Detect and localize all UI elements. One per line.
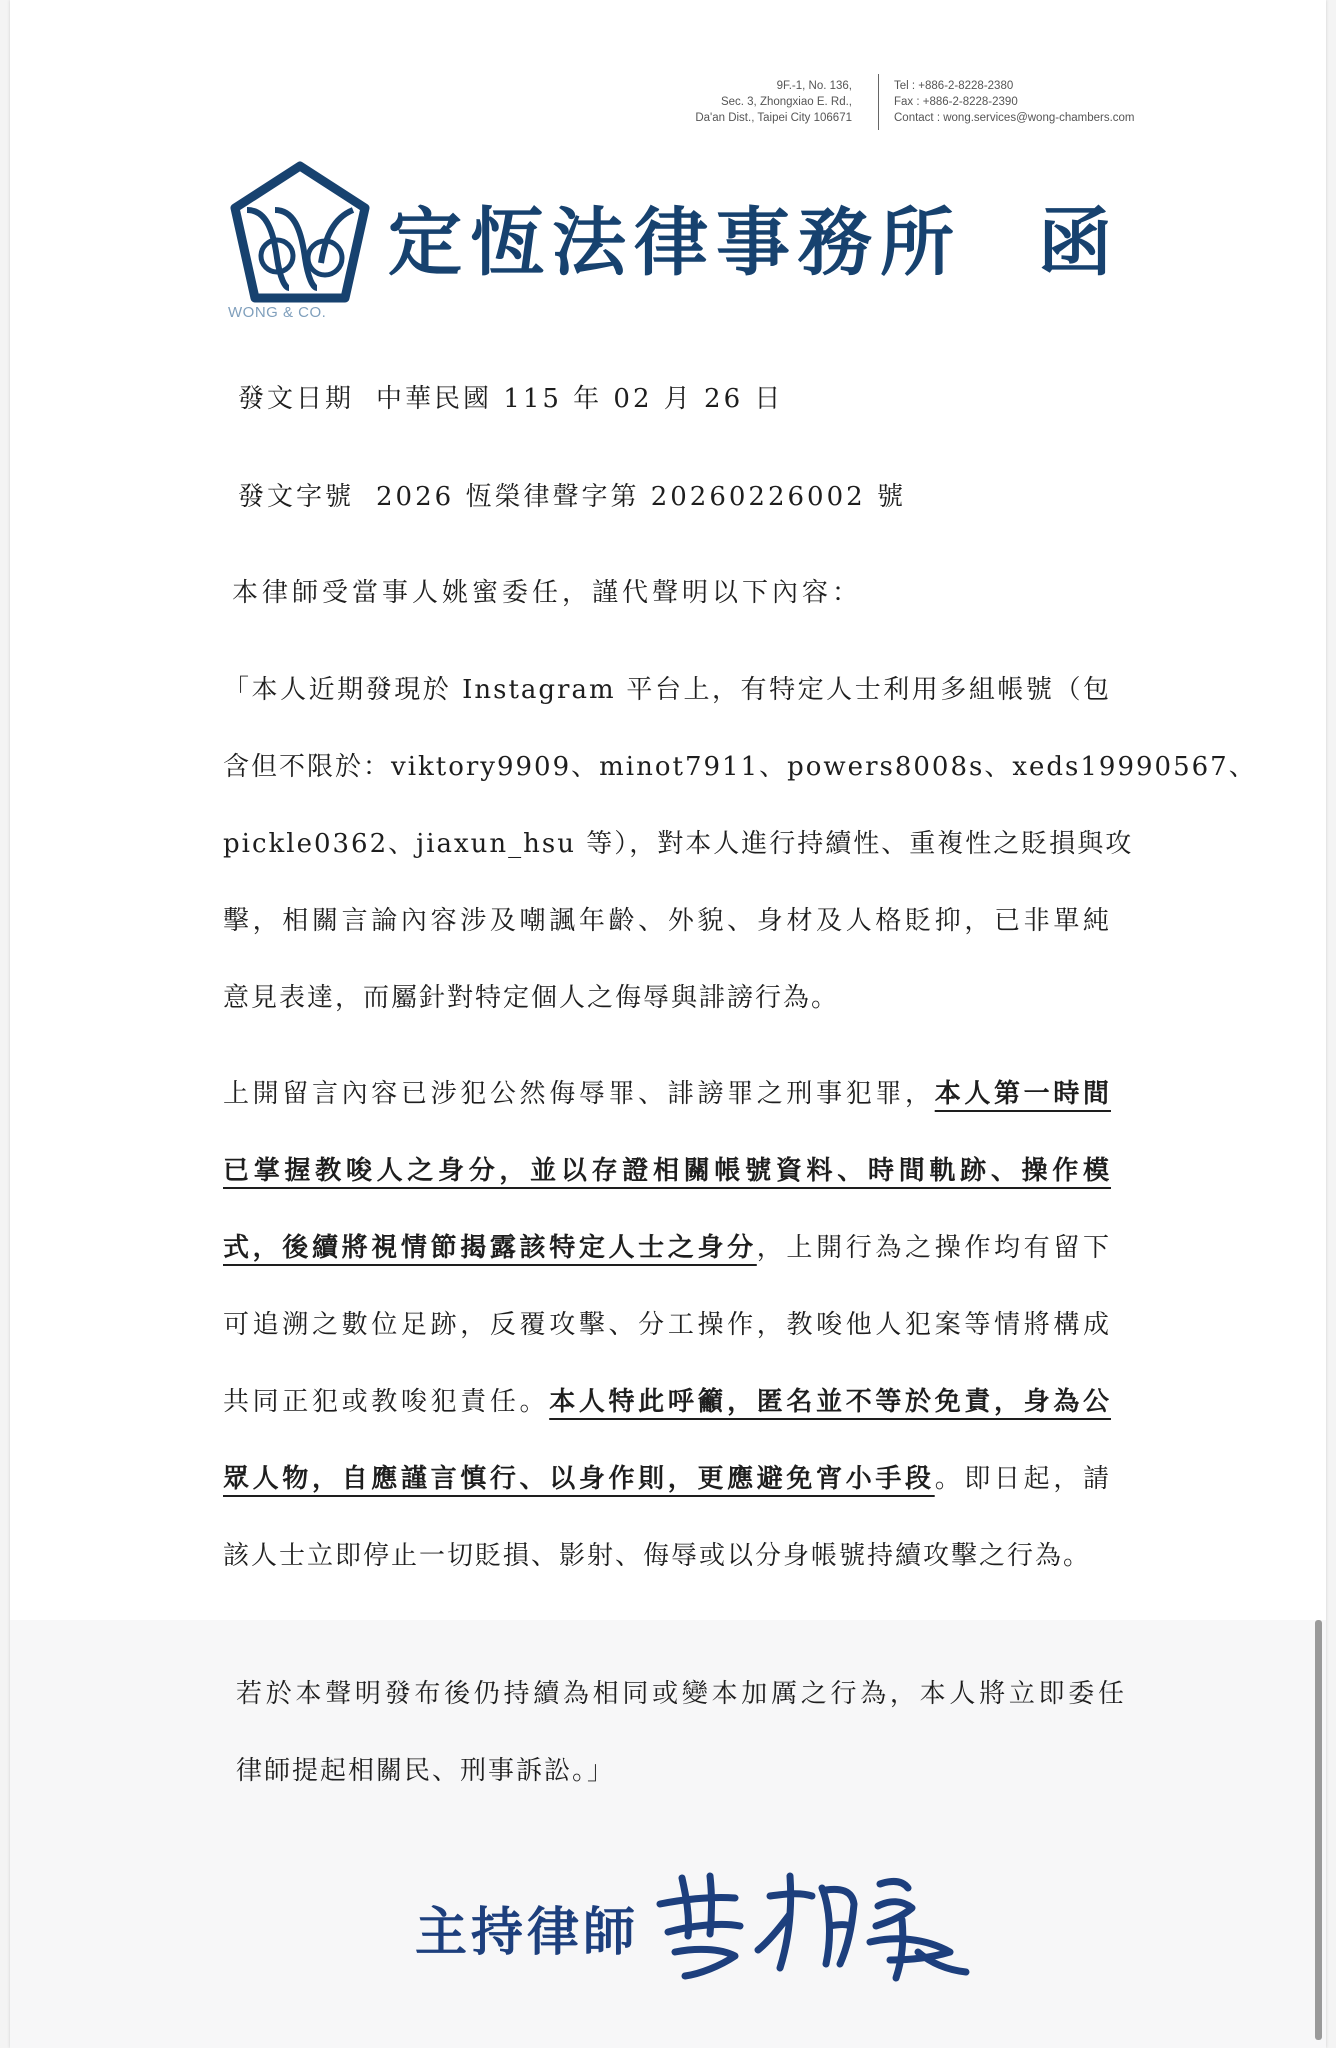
address-line: Sec. 3, Zhongxiao E. Rd., [720,96,852,108]
address-line: 9F.-1, No. 136, [776,80,852,92]
emphasized-text: 本人特此呼籲，匿名並不等於免責，身為公 [549,1387,1111,1417]
handwritten-signature-icon [640,1856,980,1988]
contact-line: Tel : +886-2-8228-2380 [894,80,1014,92]
reference-number-value: 2026 恆榮律聲字第 20260226002 號 [376,482,906,512]
paragraph-line: pickle0362、jiaxun_hsu 等），對本人進行持續性、重複性之貶損與攻 [223,829,1134,859]
scrollbar[interactable] [1315,1620,1322,2040]
issue-date-row [238,378,783,415]
paragraph-line: 可追溯之數位足跡，反覆攻擊、分工操作，教唆他人犯案等情將構成 [223,1310,1111,1340]
contact-line: Contact : wong.services@wong-chambers.com [894,112,1135,124]
paragraph-line: 「本人近期發現於 Instagram 平台上，有特定人士利用多組帳號（包 [223,675,1111,705]
firm-contact [894,78,1135,126]
plain-text: ，上開行為之操作均有留下 [756,1233,1111,1263]
paragraph-line: 律師提起相關民、刑事訴訟。」 [236,1756,616,1786]
statement-paragraph-3 [236,1656,1126,1810]
document-page [10,0,1326,2048]
firm-address [695,78,852,126]
statement-paragraph-1 [223,652,1257,1037]
firm-name: 定恆法律事務所 [388,200,962,286]
paragraph-line [223,1133,1111,1210]
paragraph-line: 若於本聲明發布後仍持續為相同或變本加厲之行為，本人將立即委任 [236,1679,1126,1709]
plain-text: 。即日起，請 [934,1464,1111,1494]
paragraph-line: 擊，相關言論內容涉及嘲諷年齡、外貌、身材及人格貶抑，已非單純 [223,906,1111,936]
paragraph-line [223,1441,1111,1518]
paragraph-line [223,1364,1111,1441]
issue-date-value: 中華民國 115 年 02 月 26 日 [376,384,784,414]
paragraph-line [223,1056,1111,1133]
emphasized-text: 眾人物，自應謹言慎行、以身作則，更應避免宵小手段 [223,1464,935,1494]
statement-paragraph-2 [223,1056,1111,1595]
contact-line: Fax : +886-2-8228-2390 [894,96,1018,108]
contact-divider [878,74,879,130]
signatory-title: 主持律師 [415,1903,640,1963]
paragraph-line: 該人士立即停止一切貶損、影射、侮辱或以分身帳號持續攻擊之行為。 [223,1541,1092,1571]
paragraph-line: 含但不限於：viktory9909、minot7911、powers8008s、xeds19990567、 [223,752,1257,782]
reference-number-label: 發文字號 [238,482,355,512]
paragraph-line [223,1210,1111,1287]
issue-date-label: 發文日期 [238,384,355,414]
emphasized-text: 已掌握教唆人之身分，並以存證相關帳號資料、時間軌跡、操作模 [223,1156,1111,1186]
logo-wordmark: WONG & CO. [228,304,327,321]
emphasized-text: 本人第一時間 [934,1079,1111,1109]
emphasized-text: 式，後續將視情節揭露該特定人士之身分 [223,1233,757,1263]
document-type: 函 [1038,200,1112,286]
reference-number-row [238,476,906,513]
intro-sentence: 本律師受當事人姚蜜委任，謹代聲明以下內容： [232,578,863,608]
plain-text: 上開留言內容已涉犯公然侮辱罪、誹謗罪之刑事犯罪， [223,1079,935,1109]
firm-logo-icon [225,158,375,308]
plain-text: 共同正犯或教唆犯責任。 [223,1387,550,1417]
address-line: Da'an Dist., Taipei City 106671 [695,112,852,124]
paragraph-line: 意見表達，而屬針對特定個人之侮辱與誹謗行為。 [223,983,840,1013]
